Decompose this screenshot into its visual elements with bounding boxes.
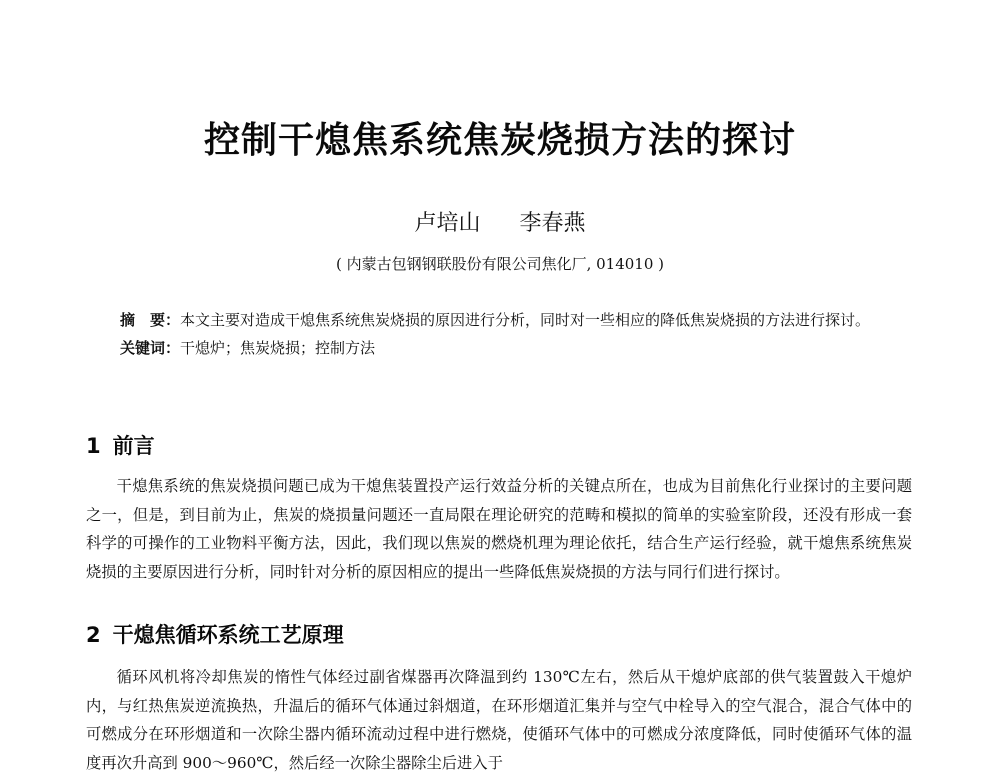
author-affiliation: ( 内蒙古包钢钢联股份有限公司焦化厂, 014010 ): [335, 255, 665, 273]
author-name: 卢培山: [414, 211, 481, 236]
section-number: 1: [86, 434, 101, 458]
abstract-text: 本文主要对造成干熄焦系统焦炭烧损的原因进行分析，同时对一些相应的降低焦炭烧损的方法进行探讨。: [180, 311, 871, 329]
keywords: [86, 334, 912, 362]
section-title: 干熄焦循环系统工艺原理: [112, 623, 344, 647]
author-list: [0, 206, 1000, 237]
body-paragraph: 干熄焦系统的焦炭烧损问题已成为干熄焦装置投产运行效益分析的关键点所在，也成为目前焦化行业探讨的主要问题之一，但是，到目前为止，焦炭的烧损量问题还一直局限在理论研究的范畴和模拟的简单的实验室阶段，还没有形成一套科学的可操作的工业物料平衡方法，因此，我们现以焦炭的燃烧机理为理论依托，结合生产运行经验，就干熄焦系统焦炭烧损的主要原因进行分析，同时针对分析的原因相应的提出一些降低焦炭烧损的方法与同行们进行探讨。: [86, 477, 912, 581]
abstract-label: 摘 要：: [120, 311, 181, 329]
author-name: 李春燕: [519, 211, 586, 236]
abstract-block: [86, 306, 912, 362]
section-number: 2: [86, 623, 101, 647]
abstract: [86, 306, 912, 334]
section-heading: [86, 619, 344, 649]
section-heading: [86, 430, 155, 460]
keywords-label: 关键词：: [120, 339, 181, 357]
body-paragraph: 循环风机将冷却焦炭的惰性气体经过副省煤器再次降温到约 130℃左右，然后从干熄炉底部的供气装置鼓入干熄炉内，与红热焦炭逆流换热，升温后的循环气体通过斜烟道，在环形烟道汇集并与空气中栓导入的空气混合，混合气体中的可燃成分在环形烟道和一次除尘器内循环流动过程中进行燃烧，使循环气体中的可燃成分浓度降低，同时使循环气体的温度再次升高到 900～960℃，然后经一次除尘器除尘后进入于: [86, 668, 912, 772]
section-title: 前言: [112, 434, 155, 458]
paper-title: 控制干熄焦系统焦炭烧损方法的探讨: [203, 120, 796, 161]
keywords-text: 干熄炉；焦炭烧损；控制方法: [180, 339, 376, 357]
